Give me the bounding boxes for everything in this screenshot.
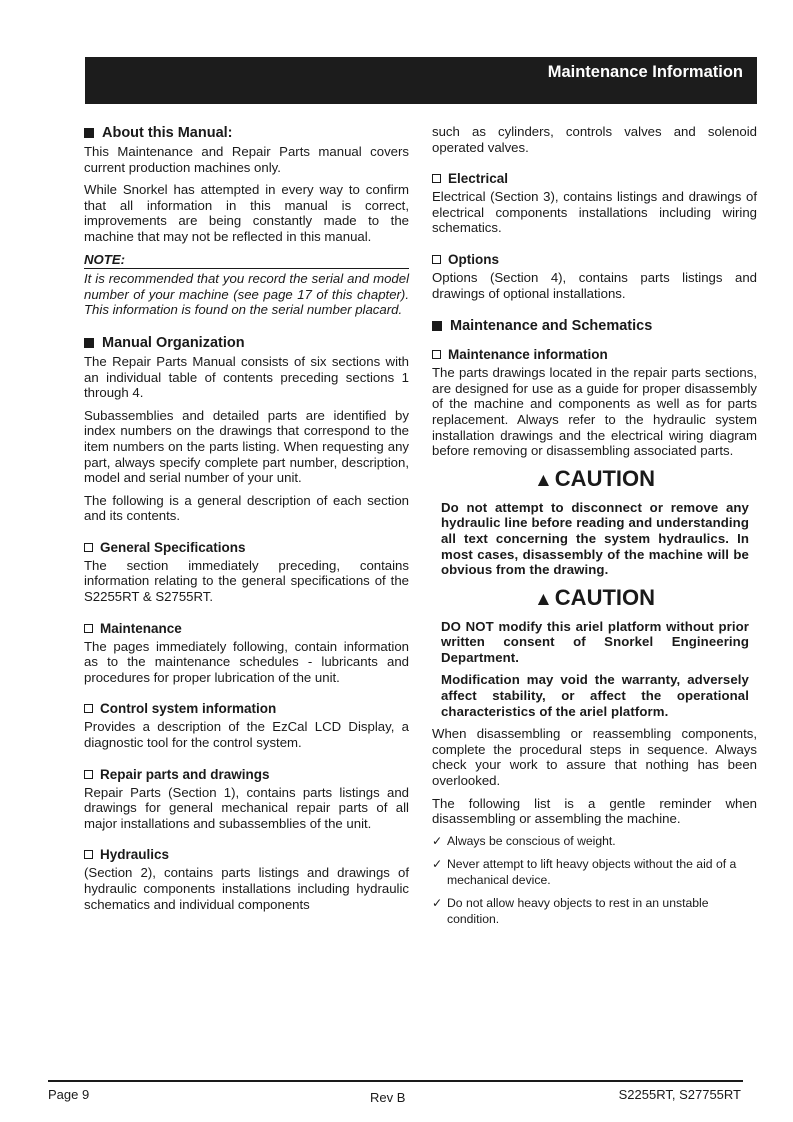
hydraulics-heading: Hydraulics	[84, 846, 409, 863]
footer-divider	[48, 1080, 743, 1082]
warning-triangle-icon: ▲	[533, 588, 553, 610]
warning-triangle-icon: ▲	[533, 469, 553, 491]
options-heading: Options	[432, 251, 757, 268]
general-specs-paragraph: The section immediately preceding, contains information relating to the general specifications of the S2255RT & S2755RT.	[84, 557, 409, 605]
caution-text-2b: Modification may void the warranty, adversely affect stability, or affect the operational characteristics of the ariel platform.	[441, 672, 749, 719]
revision: Rev B	[370, 1090, 406, 1105]
square-bullet-icon	[84, 128, 94, 138]
organization-paragraph-3: The following is a general description of each section and its contents.	[84, 492, 409, 524]
checkbox-bullet-icon	[432, 174, 441, 183]
checkmark-icon: ✓	[432, 857, 443, 872]
electrical-paragraph: Electrical (Section 3), contains listings and drawings of electrical components installations including wiring schematics.	[432, 189, 757, 236]
repair-parts-heading: Repair parts and drawings	[84, 766, 409, 783]
square-bullet-icon	[432, 321, 442, 331]
caution-text-1: Do not attempt to disconnect or remove any hydraulic line before reading and understanding all text concerning the system hydraulics. In most cases, disassembly of the machine will be obvious from the drawing.	[441, 499, 749, 578]
checkbox-bullet-icon	[84, 543, 93, 552]
maintenance-schematics-heading: Maintenance and Schematics	[432, 317, 757, 335]
maintenance-paragraph: The pages immediately following, contain information as to the maintenance schedules - lubricants and procedures for proper lubrication of the unit.	[84, 638, 409, 685]
checkmark-icon: ✓	[432, 833, 443, 848]
disassembly-paragraph-1: When disassembling or reassembling components, complete the procedural steps in sequence. Always check your work to assure that nothing has been overlooked.	[432, 726, 757, 789]
reminder-checklist	[432, 834, 757, 928]
organization-heading: Manual Organization	[84, 334, 409, 352]
organization-paragraph-2: Subassemblies and detailed parts are identified by index numbers on the drawings that correspond to the item numbers on the parts listing. When requesting any part, always specify complete part number, description, model and serial number of your unit.	[84, 407, 409, 486]
checkbox-bullet-icon	[84, 850, 93, 859]
options-paragraph: Options (Section 4), contains parts listings and drawings of optional installations.	[432, 269, 757, 301]
header-bar	[85, 57, 757, 104]
maintenance-heading: Maintenance	[84, 620, 409, 637]
about-paragraph-2: While Snorkel has attempted in every way to confirm that all information in this manual is correct, improvements are being constantly made to the machine that may not be reflected in this manual.	[84, 182, 409, 244]
control-system-paragraph: Provides a description of the EzCal LCD Display, a diagnostic tool for the control system.	[84, 719, 409, 751]
checklist-item: ✓ Do not allow heavy objects to rest in an unstable condition.	[432, 896, 709, 926]
control-system-heading: Control system information	[84, 700, 409, 717]
general-specs-heading: General Specifications	[84, 539, 409, 556]
page-number: Page 9	[48, 1087, 90, 1102]
checkbox-bullet-icon	[84, 770, 93, 779]
checkbox-bullet-icon	[84, 704, 93, 713]
organization-paragraph-1: The Repair Parts Manual consists of six sections with an individual table of contents preceding sections 1 through 4.	[84, 353, 409, 401]
left-column	[84, 124, 409, 919]
note-label: NOTE:	[84, 252, 409, 270]
about-heading: About this Manual:	[84, 124, 409, 142]
checkbox-bullet-icon	[432, 255, 441, 264]
hydraulics-continued: such as cylinders, controls valves and solenoid operated valves.	[432, 124, 757, 155]
electrical-heading: Electrical	[432, 170, 757, 187]
checkbox-bullet-icon	[432, 350, 441, 359]
hydraulics-paragraph: (Section 2), contains parts listings and drawings of hydraulic components installations including hydraulic schematics and individual components	[84, 865, 409, 912]
checklist-item: ✓ Never attempt to lift heavy objects without the aid of a mechanical device.	[432, 857, 737, 887]
section-title: Maintenance Information	[547, 63, 743, 81]
caution-text-2a: DO NOT modify this ariel platform without prior written consent of Snorkel Engineering Department.	[441, 618, 749, 665]
caution-heading-2: ▲CAUTION	[533, 584, 656, 610]
model-number: S2255RT, S27755RT	[618, 1087, 741, 1102]
checklist-item: ✓ Always be conscious of weight.	[432, 833, 616, 848]
note-text: It is recommended that you record the serial and model number of your machine (see page 17 of this chapter). This information is found on the serial number placard.	[84, 271, 409, 318]
checkmark-icon: ✓	[432, 896, 443, 911]
maintenance-info-heading: Maintenance information	[432, 346, 757, 363]
repair-parts-paragraph: Repair Parts (Section 1), contains parts listings and drawings for general mechanical repair parts of all major installations and subassemblies of the unit.	[84, 784, 409, 831]
caution-heading-1: ▲CAUTION	[533, 465, 656, 491]
about-paragraph-1: This Maintenance and Repair Parts manual covers current production machines only.	[84, 144, 409, 175]
maintenance-info-paragraph: The parts drawings located in the repair parts sections, are designed for use as a guide for proper disassembly of the machine and components as well as for parts replacement. Always refer to the hydraulic system installation drawings and the electrical wiring diagram before removing or disassembling associated parts.	[432, 365, 757, 459]
checkbox-bullet-icon	[84, 624, 93, 633]
right-column	[432, 124, 757, 935]
square-bullet-icon	[84, 338, 94, 348]
disassembly-paragraph-2: The following list is a gentle reminder when disassembling or assembling the machine.	[432, 795, 757, 827]
